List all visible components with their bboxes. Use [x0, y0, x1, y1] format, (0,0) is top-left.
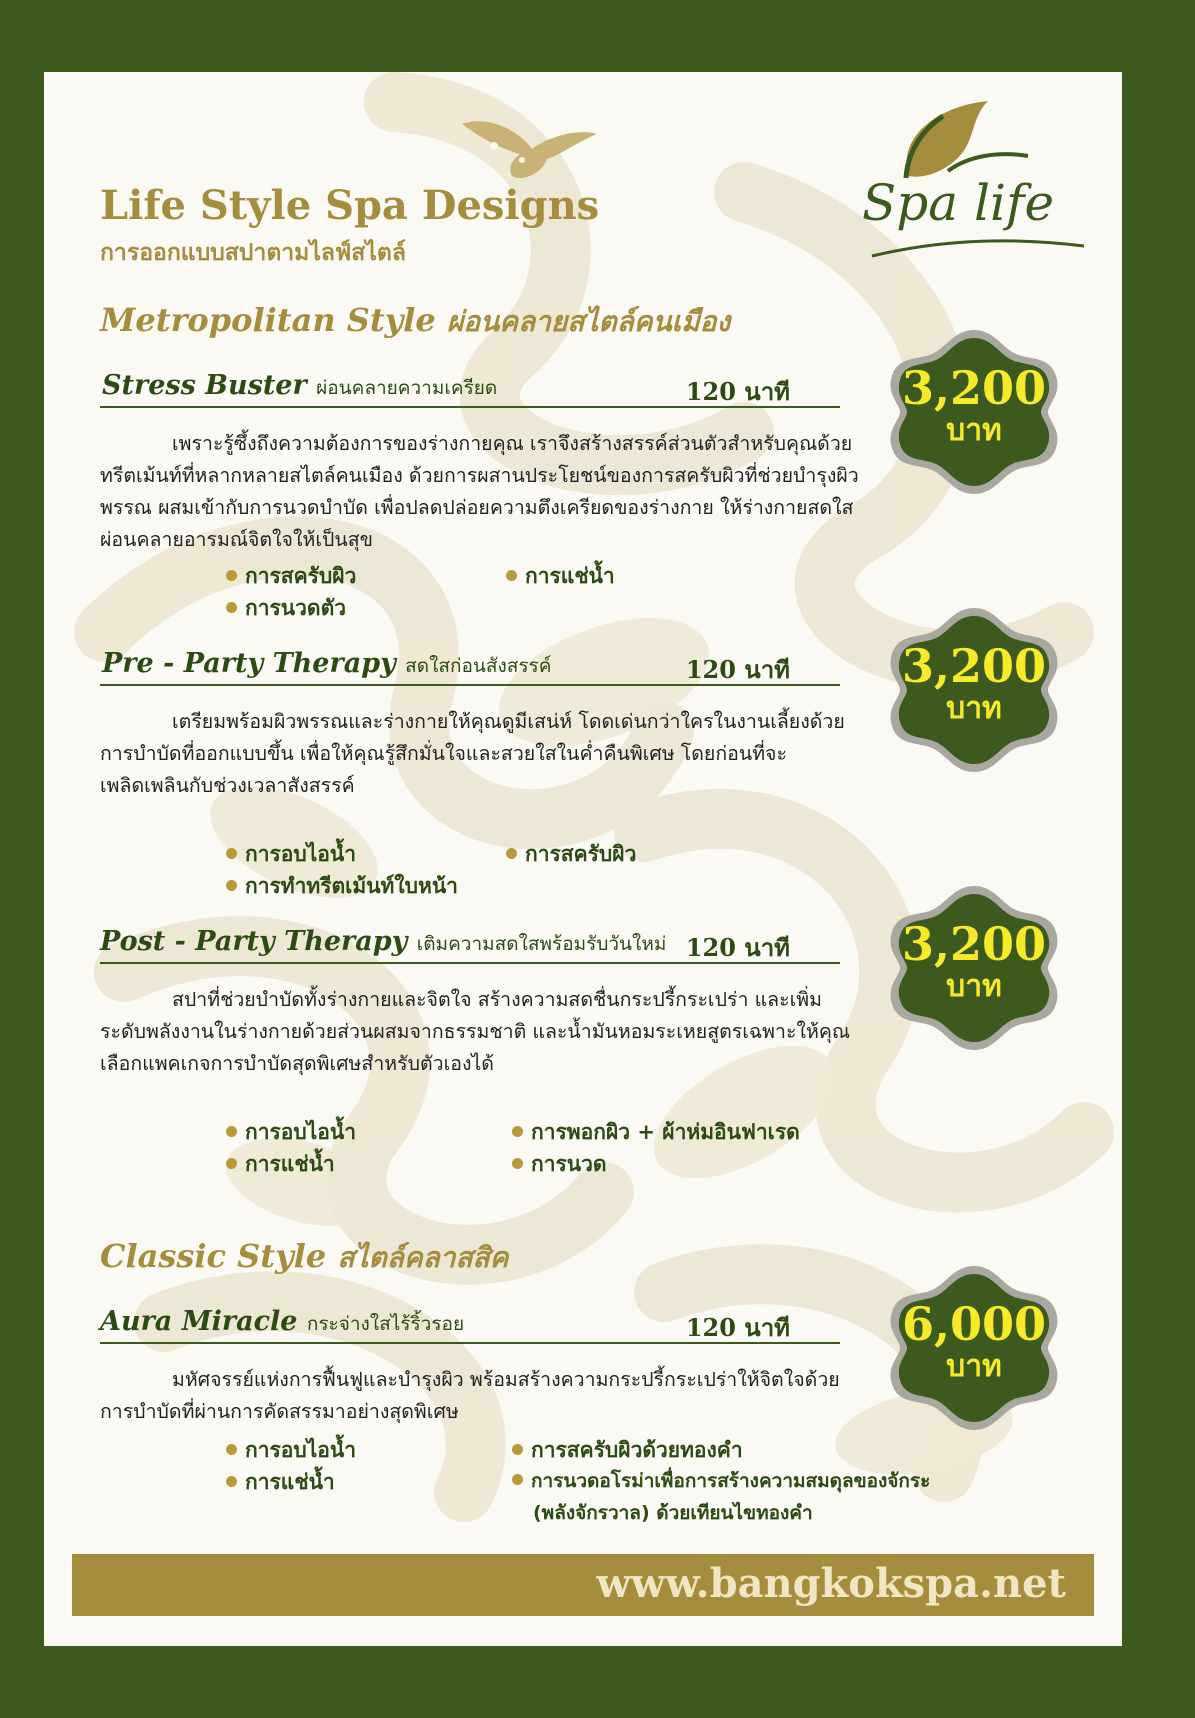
price-badge [886, 880, 1062, 1056]
bullet-dot-icon [512, 1474, 523, 1485]
service-subtitle: กระจ่างใสไร้ริ้วรอย [306, 1313, 465, 1335]
service-bullet: การพอกผิว + ผ้าห่มอินฟาเรด [512, 1116, 800, 1149]
price-badge [886, 324, 1062, 500]
price-badge [886, 602, 1062, 778]
service-bullet: การอบไอน้ำ [226, 838, 356, 871]
bullet-dot-icon [512, 1126, 523, 1137]
service-title [102, 648, 551, 681]
service-divider [100, 1342, 840, 1344]
section-title-th: สไตล์คลาสสิค [337, 1241, 509, 1274]
service-bullet-continued: (พลังจักรวาล) ด้วยเทียนไขทองคำ [533, 1502, 813, 1524]
service-name: Pre - Party Therapy [102, 648, 396, 679]
price-amount: 3,200 [901, 361, 1047, 415]
section-heading-classic [100, 1236, 508, 1280]
bullet-dot-icon [226, 602, 237, 613]
service-bullet: การอบไอน้ำ [226, 1116, 356, 1149]
logo-swoosh-icon [868, 236, 1088, 260]
service-description: สปาที่ช่วยบำบัดทั้งร่างกายและจิตใจ สร้างความสดชื่นกระปรี้กระเปร่า และเพิ่มระดับพลังงานในร่างกายด้วยส่วนผสมจากธรรมชาติ และน้ำมันหอมระเหยสูตรเฉพาะให้คุณเลือกแพคเกจการบำบัดสุดพิเศษสำหรับตัวเองได้ [100, 988, 850, 1075]
service-duration: 120 นาที [685, 1313, 790, 1342]
price-text [886, 1260, 1062, 1384]
service-subtitle: ผ่อนคลายความเครียด [316, 377, 498, 399]
service-title [100, 926, 666, 959]
bird-ornament-icon [452, 104, 602, 184]
bullet-dot-icon [512, 1158, 523, 1169]
service-bullet: การนวดอโรม่าเพื่อการสร้างความสมดุลของจักระ [512, 1466, 930, 1496]
service-subtitle: สดใสก่อนสังสรรค์ [405, 655, 552, 677]
service-bullet: การทำทรีตเม้นท์ใบหน้า [226, 870, 458, 903]
section-title-th: ผ่อนคลายสไตล์คนเมือง [446, 305, 731, 338]
bullet-dot-icon [512, 1444, 523, 1455]
service-subtitle: เติมความสดใสพร้อมรับวันใหม่ [416, 933, 667, 955]
price-unit: บาท [946, 413, 1002, 448]
service-divider [100, 684, 840, 686]
service-title [102, 370, 497, 403]
service-duration: 120 นาที [685, 377, 790, 406]
service-bullet: การแช่น้ำ [506, 560, 615, 593]
price-text [886, 602, 1062, 726]
leaf-icon [888, 96, 1038, 186]
service-duration: 120 นาที [685, 655, 790, 684]
price-amount: 3,200 [901, 639, 1047, 693]
bullet-dot-icon [226, 1444, 237, 1455]
service-bullet: การแช่น้ำ [226, 1466, 335, 1499]
price-unit: บาท [946, 691, 1002, 726]
page-title: Life Style Spa Designs [100, 182, 600, 229]
service-name: Post - Party Therapy [100, 926, 408, 957]
service-title [100, 1306, 464, 1339]
service-bullet: การอบไอน้ำ [226, 1434, 356, 1467]
service-name: Stress Buster [102, 370, 307, 401]
bullet-dot-icon [226, 848, 237, 859]
page-subtitle-thai: การออกแบบสปาตามไลฟ์สไตล์ [100, 240, 406, 266]
bullet-dot-icon [226, 880, 237, 891]
service-divider [100, 962, 840, 964]
service-bullet: การนวดตัว [226, 592, 346, 625]
price-amount: 3,200 [901, 917, 1047, 971]
bullet-dot-icon [506, 848, 517, 859]
section-title-en: Metropolitan Style [100, 301, 436, 339]
service-description: เตรียมพร้อมผิวพรรณและร่างกายให้คุณดูมีเสน่ห์ โดดเด่นกว่าใครในงานเลี้ยงด้วยการบำบัดที่ออกแบบขึ้น เพื่อให้คุณรู้สึกมั่นใจและสวยใสในค่ำคืนพิเศษ โดยก่อนที่จะเพลิดเพลินกับช่วงเวลาสังสรรค์ [100, 710, 845, 797]
spa-life-logo [848, 96, 1118, 266]
service-bullet: การแช่น้ำ [226, 1148, 335, 1181]
service-bullet: การสครับผิว [226, 560, 356, 593]
bullet-dot-icon [226, 570, 237, 581]
price-text [886, 324, 1062, 448]
bullet-dot-icon [506, 570, 517, 581]
price-amount: 6,000 [901, 1297, 1047, 1351]
section-title-en: Classic Style [100, 1237, 327, 1275]
menu-page [44, 72, 1122, 1646]
service-bullet: การสครับผิว [506, 838, 636, 871]
price-badge [886, 1260, 1062, 1436]
section-heading-metropolitan [100, 300, 730, 344]
service-description: มหัศจรรย์แห่งการฟื้นฟูและบำรุงผิว พร้อมสร้างความกระปรี้กระเปร่าให้จิตใจด้วยการบำบัดที่ผ่านการคัดสรรมาอย่างสุดพิเศษ [100, 1368, 840, 1423]
bullet-dot-icon [226, 1476, 237, 1487]
service-bullet: การสครับผิวด้วยทองคำ [512, 1434, 743, 1467]
service-name: Aura Miracle [100, 1306, 298, 1337]
service-divider [100, 406, 840, 408]
price-text [886, 880, 1062, 1004]
service-duration: 120 นาที [685, 933, 790, 962]
footer-website-link[interactable]: www.bangkokspa.net [596, 1560, 1066, 1607]
price-unit: บาท [946, 969, 1002, 1004]
bullet-dot-icon [226, 1158, 237, 1169]
service-description: เพราะรู้ซึ้งถึงความต้องการของร่างกายคุณ เราจึงสร้างสรรค์ส่วนตัวสำหรับคุณด้วยทรีตเม้นท์ที่หลากหลายสไตล์คนเมือง ด้วยการผสานประโยชน์ของการสครับผิวที่ช่วยบำรุงผิวพรรณ ผสมเข้ากับการนวดบำบัด เพื่อปลดปล่อยความตึงเครียดของร่างกาย ให้ร่างกายสดใส ผ่อนคลายอารมณ์จิตใจให้เป็นสุข [100, 432, 859, 551]
service-bullet: การนวด [512, 1148, 607, 1181]
logo-text: Spa life [862, 174, 1055, 232]
footer-bar [72, 1554, 1094, 1616]
bullet-dot-icon [226, 1126, 237, 1137]
price-unit: บาท [946, 1349, 1002, 1384]
